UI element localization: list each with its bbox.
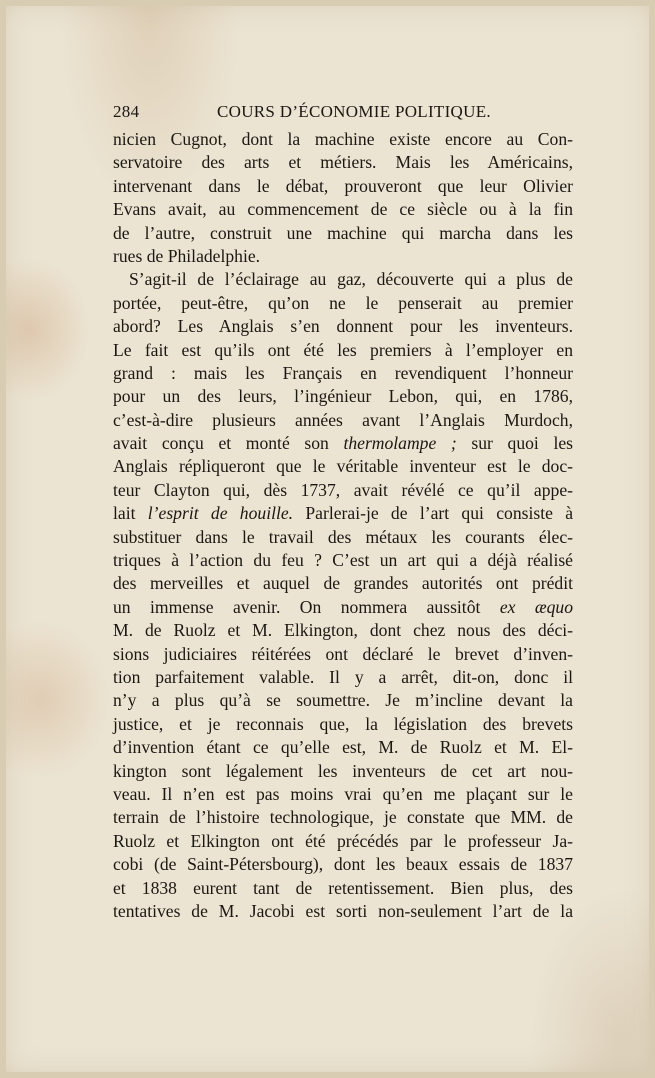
text-span: sur quoi les — [456, 433, 573, 454]
text-line: S’agit-il de l’éclairage au gaz, découverte qui a plus de — [129, 269, 573, 290]
text-line: et 1838 eurent tant de retentissement. Bien plus, des — [113, 877, 573, 898]
text-line: servatoire des arts et métiers. Mais les Américains, — [113, 152, 573, 173]
italic-term: thermolampe ; — [343, 433, 457, 454]
text-line: Ruolz et Elkington ont été précédés par le professeur Ja- — [113, 830, 573, 851]
text-line: Evans avait, au commencement de ce siècle ou à la fin — [113, 199, 573, 220]
body-text — [113, 128, 573, 923]
text-line: grand : mais les Français en revendiquent l’honneur — [113, 362, 573, 383]
page-header — [113, 102, 573, 126]
text-line: sions judiciaires réitérées ont déclaré le brevet d’inven- — [113, 643, 573, 664]
text-line: cobi (de Saint-Pétersbourg), dont les beaux essais de 1837 — [113, 854, 573, 875]
text-line: teur Clayton qui, dès 1737, avait révélé ce qu’il appe- — [113, 479, 573, 500]
text-line: Anglais répliqueront que le véritable inventeur est le doc- — [113, 456, 573, 477]
text-line: veau. Il n’en est pas moins vrai qu’en me plaçant sur le — [113, 783, 573, 804]
text-line: justice, et je reconnais que, la législation des brevets — [113, 713, 573, 734]
text-line: portée, peut-être, qu’on ne le penserait au premier — [113, 292, 573, 313]
italic-term: l’esprit de houille. — [147, 503, 294, 524]
text-line — [113, 432, 573, 455]
text-line: triques à l’action du feu ? C’est un art qui a déjà réalisé — [113, 550, 573, 571]
text-line: intervenant dans le débat, prouveront que leur Olivier — [113, 175, 573, 196]
text-span: lait — [113, 503, 148, 524]
text-line — [113, 596, 573, 619]
text-span: avait conçu et monté son — [113, 433, 344, 454]
text-line: tion parfaitement valable. Il y a arrêt, dit-on, donc il — [113, 666, 573, 687]
text-line: rues de Philadelphie. — [113, 245, 261, 266]
text-line: n’y a plus qu’à se soumettre. Je m’incline devant la — [113, 690, 573, 711]
text-line: de l’autre, construit une machine qui marcha dans les — [113, 222, 573, 243]
text-span: Parlerai-je de l’art qui consiste à — [293, 503, 573, 524]
page-number: 284 — [113, 102, 140, 121]
text-line: c’est-à-dire plusieurs années avant l’Anglais Murdoch, — [113, 409, 573, 430]
text-line — [113, 502, 573, 525]
text-line: pour un des leurs, l’ingénieur Lebon, qui, en 1786, — [113, 386, 573, 407]
text-line: terrain de l’histoire technologique, je constate que MM. de — [113, 807, 573, 828]
text-line: substituer dans le travail des métaux les courants élec- — [113, 526, 573, 547]
text-line: Le fait est qu’ils ont été les premiers à l’employer en — [113, 339, 573, 360]
text-line: abord? Les Anglais s’en donnent pour les inventeurs. — [113, 316, 573, 337]
running-title: COURS D’ÉCONOMIE POLITIQUE. — [217, 102, 491, 121]
text-line: nicien Cugnot, dont la machine existe encore au Con- — [113, 129, 573, 149]
text-line: M. de Ruolz et M. Elkington, dont chez nous des déci- — [113, 620, 573, 641]
text-line: des merveilles et auquel de grandes autorités ont prédit — [113, 573, 573, 594]
text-line: d’invention étant ce qu’elle est, M. de Ruolz et M. El- — [113, 737, 573, 758]
italic-term: ex æquo — [499, 596, 573, 617]
text-span: un immense avenir. On nommera aussitôt — [113, 596, 500, 617]
text-line: tentatives de M. Jacobi est sorti non-seulement l’art de la — [113, 900, 573, 921]
text-line: kington sont légalement les inventeurs de cet art nou- — [113, 760, 573, 781]
